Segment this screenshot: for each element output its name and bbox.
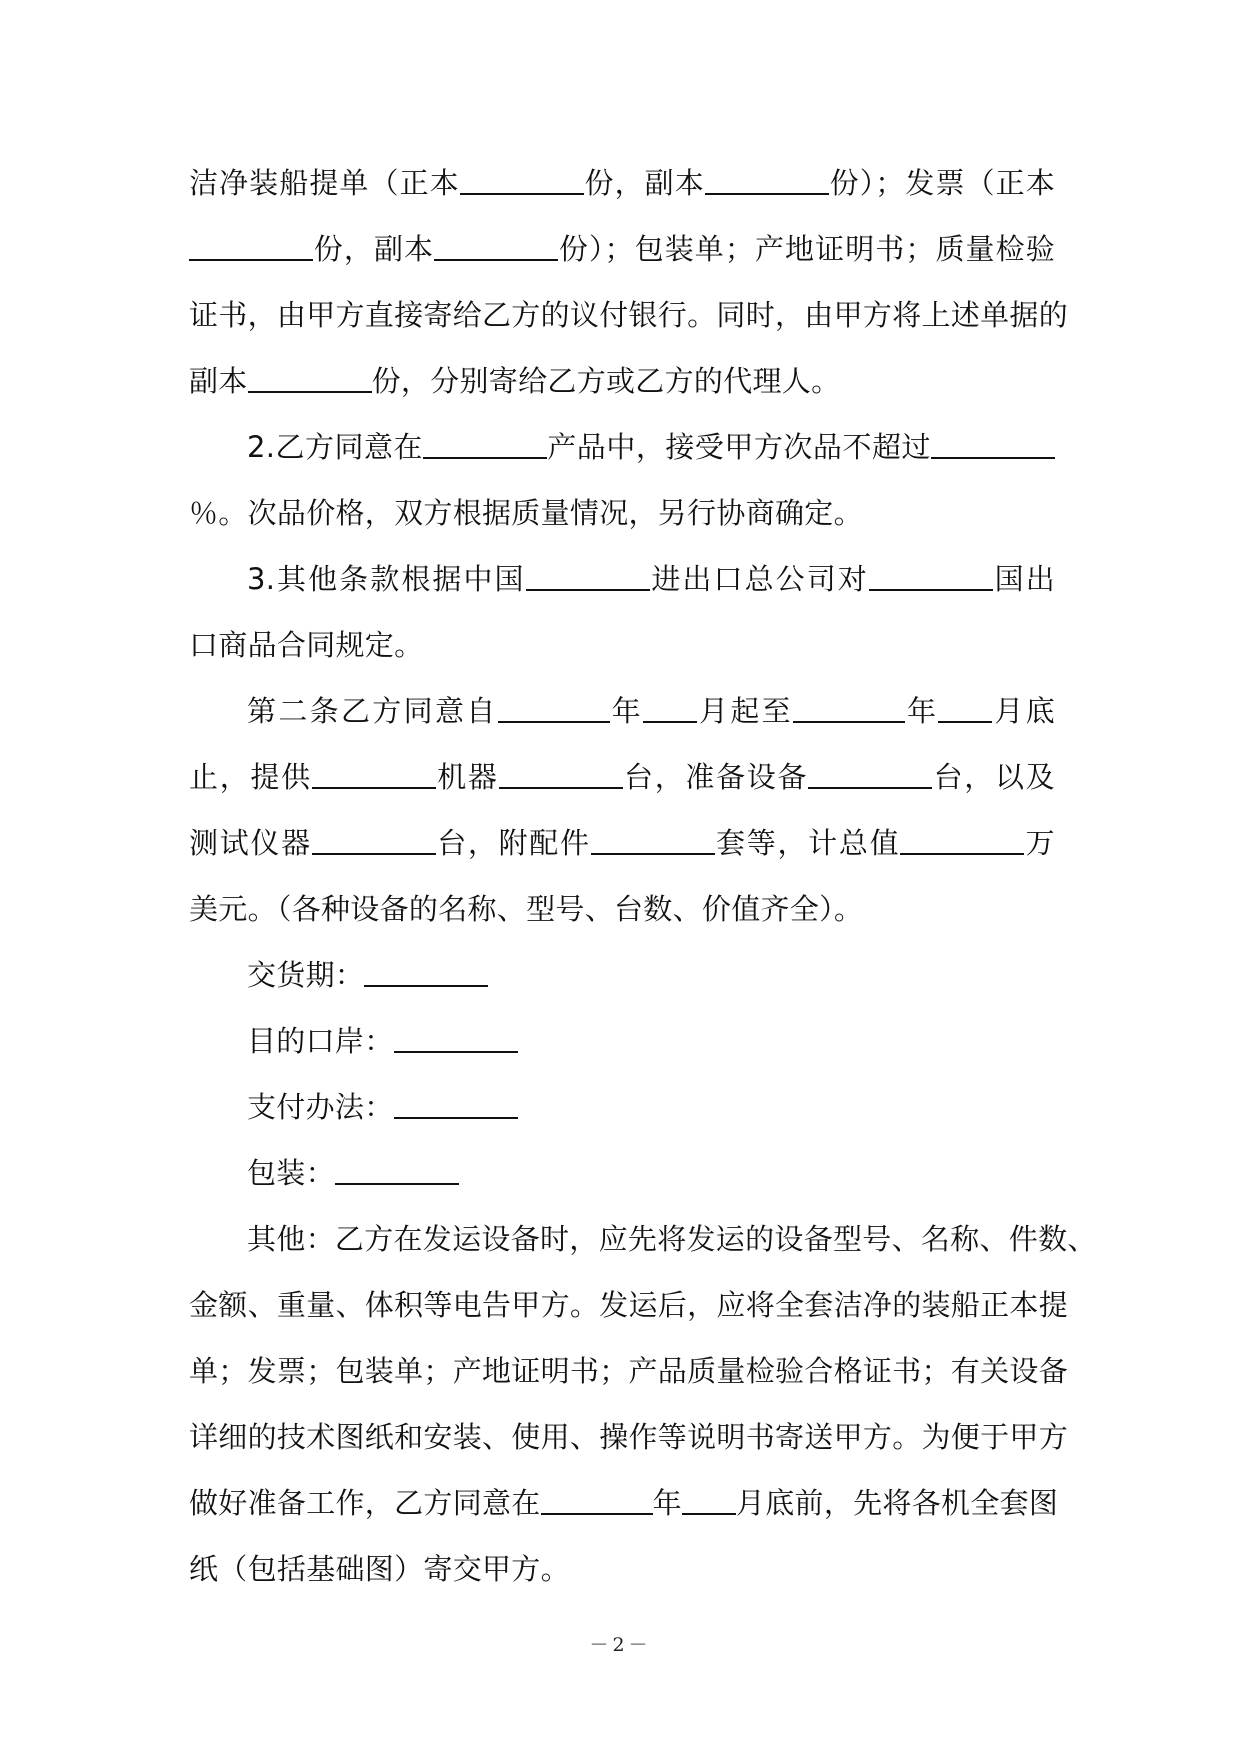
text-segment: 做好准备工作，乙方同意在 [189,1486,541,1520]
fill-in-blank [900,823,1024,855]
field-label: 支付办法： [247,1090,394,1124]
fill-in-blank [682,1483,736,1515]
text-segment: 台，准备设备 [622,760,809,794]
text-line [189,1206,1097,1272]
text-line [189,480,1055,546]
text-segment: 其他：乙方在发运设备时，应先将发运的设备型号、名称、件数、 [247,1222,1097,1256]
fill-in-blank [460,163,584,195]
text-segment: 份）；包装单；产地证明书；质量检验 [558,232,1055,266]
fill-in-blank [793,691,905,723]
text-segment: 年 [652,1486,682,1520]
text-segment: 台，以及 [932,760,1055,794]
text-segment: 份，副本 [583,166,705,200]
text-segment: 套等，计总值 [714,826,901,860]
field-payment-method [189,1074,1055,1140]
text-segment: 万 [1024,826,1055,860]
text-line [189,216,1055,282]
text-segment: 美元。（各种设备的名称、型号、台数、价值齐全）。 [189,892,864,926]
text-line [189,810,1055,876]
text-line [189,1404,1069,1470]
text-segment: 止，提供 [189,760,312,794]
text-segment: 年 [904,694,939,728]
fill-in-blank [931,427,1055,459]
text-line [189,612,1055,678]
text-segment: 证书，由甲方直接寄给乙方的议付银行。同时，由甲方将上述单据的 [189,298,1069,332]
fill-in-blank [499,757,623,789]
fill-in-blank [434,229,558,261]
fill-in-blank [869,559,993,591]
field-delivery-period [189,942,1055,1008]
fill-in-blank [394,1021,518,1053]
text-line [189,744,1055,810]
text-segment: 测试仪器 [189,826,312,860]
text-segment: 产品中，接受甲方次品不超过 [547,430,931,464]
contract-body [189,150,1097,1602]
text-segment: 年 [609,694,643,728]
fill-in-blank [248,361,372,393]
fill-in-blank [335,1153,459,1185]
text-segment: 洁净装船提单（正本 [189,166,460,200]
text-segment: 台，附配件 [435,826,591,860]
text-line [189,348,1055,414]
text-segment: 第二条乙方同意自 [247,694,498,728]
field-label: 交货期： [247,958,365,992]
fill-in-blank [423,427,547,459]
text-line [189,678,1055,744]
text-segment: 月底前，先将各机全套图 [735,1486,1059,1520]
fill-in-blank [541,1483,653,1515]
text-line [189,1470,1059,1536]
text-line [189,150,1055,216]
fill-in-blank [312,823,436,855]
fill-in-blank [312,757,436,789]
text-segment: 月起至 [696,694,793,728]
text-segment: ％。次品价格，双方根据质量情况，另行协商确定。 [189,496,863,530]
field-label: 目的口岸： [247,1024,394,1058]
field-label: 包装： [247,1156,335,1190]
fill-in-blank [189,229,313,261]
text-segment: 2.乙方同意在 [247,430,424,464]
text-line [189,1338,1069,1404]
text-line [189,1536,1055,1602]
fill-in-blank [498,691,610,723]
fill-in-blank [938,691,992,723]
text-line [189,1272,1069,1338]
fill-in-blank [705,163,829,195]
text-segment: 金额、重量、体积等电告甲方。发运后，应将全套洁净的装船正本提 [189,1288,1069,1322]
text-segment: 详细的技术图纸和安装、使用、操作等说明书寄送甲方。为便于甲方 [189,1420,1069,1454]
fill-in-blank [643,691,697,723]
text-segment: 月底 [992,694,1055,728]
field-destination-port [189,1008,1055,1074]
fill-in-blank [394,1087,518,1119]
fill-in-blank [364,955,488,987]
text-segment: 份）；发票（正本 [828,166,1055,200]
text-line [189,546,1055,612]
fill-in-blank [591,823,715,855]
field-packaging [189,1140,1055,1206]
text-line [189,414,1055,480]
text-segment: 份，副本 [313,232,435,266]
text-segment: 口商品合同规定。 [189,628,424,662]
text-segment: 副本 [189,364,248,398]
text-segment: 机器 [435,760,499,794]
text-segment: 份，分别寄给乙方或乙方的代理人。 [371,364,841,398]
text-line [189,876,1055,942]
text-segment: 纸（包括基础图）寄交甲方。 [189,1552,570,1586]
text-segment: 进出口总公司对 [649,562,869,596]
text-segment: 国出 [992,562,1055,596]
text-segment: 3.其他条款根据中国 [247,562,526,596]
text-line [189,282,1069,348]
text-segment: 单；发票；包装单；产地证明书；产品质量检验合格证书；有关设备 [189,1354,1069,1388]
fill-in-blank [808,757,932,789]
page-number: －2－ [589,1634,652,1656]
fill-in-blank [526,559,650,591]
